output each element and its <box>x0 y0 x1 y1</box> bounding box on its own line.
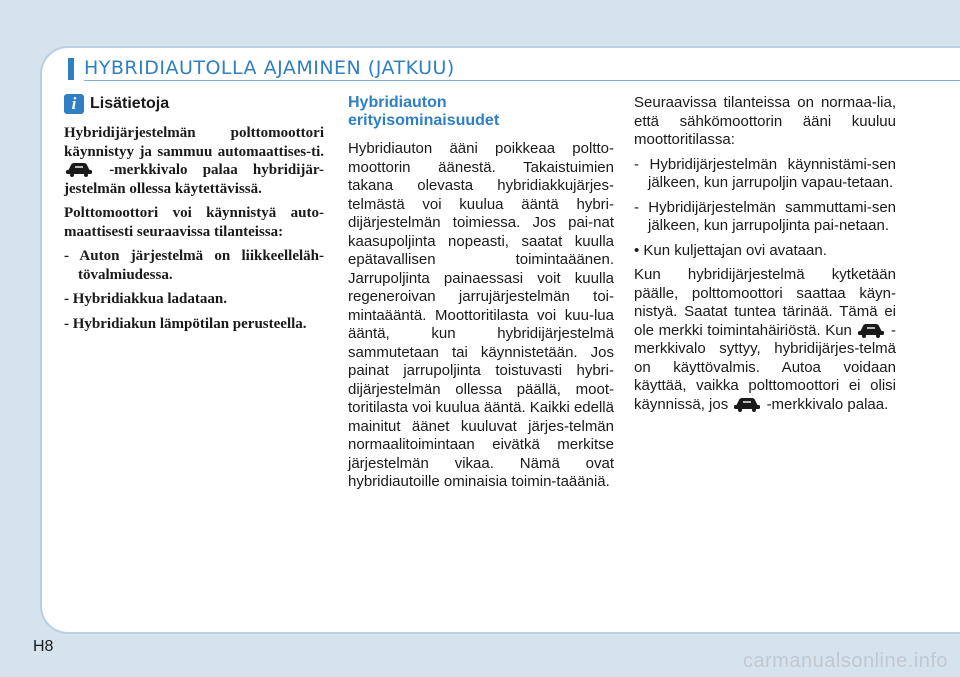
car-ready-icon <box>856 322 886 338</box>
header-accent-bar <box>68 58 74 80</box>
info-icon: i <box>64 94 84 114</box>
right-p-c: -merkkivalo palaa. <box>766 395 889 413</box>
right-list-item: • Kun kuljettajan ovi avataan. <box>634 241 827 259</box>
car-ready-icon <box>732 396 762 412</box>
info-column <box>64 94 324 339</box>
hybrid-features-column <box>348 94 614 498</box>
right-column <box>634 94 896 420</box>
car-ready-icon <box>64 161 94 177</box>
section-body: Hybridiauton ääni poikkeaa poltto-moottorin äänestä. Takaistuimien takana olevasta hybridiakkujärjes-telmästä voi kuulua ääntä hybri-dijärjestelmän toimiessa. Jos pai-nat kaasupoljinta nopeasti, saatat kuulla epätavallisen toimintaäänen. Jarrupoljinta painaessasi voit kuulla regeneroivan jarrujärjestelmän toi-mintaääntä. Moottoritilasta voi kuu-lua ääntä, kun hybridijärjestelmä sammutetaan tai käynnistetään. Jos painat jarrupoljinta toistuvasti hybri-dijärjestelmän ollessa päällä, moot-toritilasta voi kuulua ääntä. Kaikki edellä mainitut äänet kuuluvat järjes-telmän normaalitoimintaan eivätkä merkitse järjestelmän vikaa. Nämä ovat hybridiautoille ominaisia toimin-taääniä. <box>348 140 614 490</box>
page-number: H8 <box>33 638 54 655</box>
watermark: carmanualsonline.info <box>742 650 948 672</box>
info-p1-b: -merkkivalo palaa hybridijär-jestelmän ollessa käytettävissä. <box>64 162 324 197</box>
right-intro: Seuraavissa tilanteissa on normaa-lia, että sähkömoottorin ääni kuuluu moottoritilassa: <box>634 94 896 148</box>
section-title-line-1: Hybridiauton <box>348 94 447 111</box>
page-title: HYBRIDIAUTOLLA AJAMINEN (JATKUU) <box>84 57 455 79</box>
info-p1-a: Hybridijärjestelmän polttomoottori käynnistyy ja sammuu automaattises-ti. <box>64 125 324 160</box>
right-list-item: - Hybridijärjestelmän käynnistämi-sen jälkeen, kun jarrupoljin vapau-tetaan. <box>634 155 896 191</box>
info-list-item: - Hybridiakun lämpötilan perusteella. <box>64 315 307 332</box>
right-p-b: -merkkivalo syttyy, hybridijärjes-telmä on käyttövalmis. Autoa voidaan käyttää, vaikka polttomoottori ei olisi käynnissä, jos <box>634 321 896 413</box>
info-list-item: - Hybridiakkua ladataan. <box>64 291 227 307</box>
right-list-item: - Hybridijärjestelmän sammuttami-sen jälkeen, kun jarrupoljinta pai-netaan. <box>634 198 896 234</box>
info-paragraph-2: Polttomoottori voi käynnistyä auto-maattisesti seuraavissa tilanteissa: <box>64 205 324 240</box>
info-list-item: - Auton järjestelmä on liikkeelleläh-tövalmiudessa. <box>64 248 324 283</box>
section-title <box>348 94 614 130</box>
info-heading <box>64 94 324 114</box>
right-p-a: Kun hybridijärjestelmä kytketään päälle, polttomoottori saattaa käyn-nistyä. Saatat tuntea tärinää. Tämä ei ole merkki toimintahäiriöstä. Kun <box>634 266 896 339</box>
header-divider <box>84 80 960 81</box>
section-title-line-2: erityisominaisuudet <box>348 112 500 129</box>
info-paragraph-1 <box>64 124 324 198</box>
info-title: Lisätietoja <box>90 94 170 112</box>
right-paragraph <box>634 266 896 414</box>
